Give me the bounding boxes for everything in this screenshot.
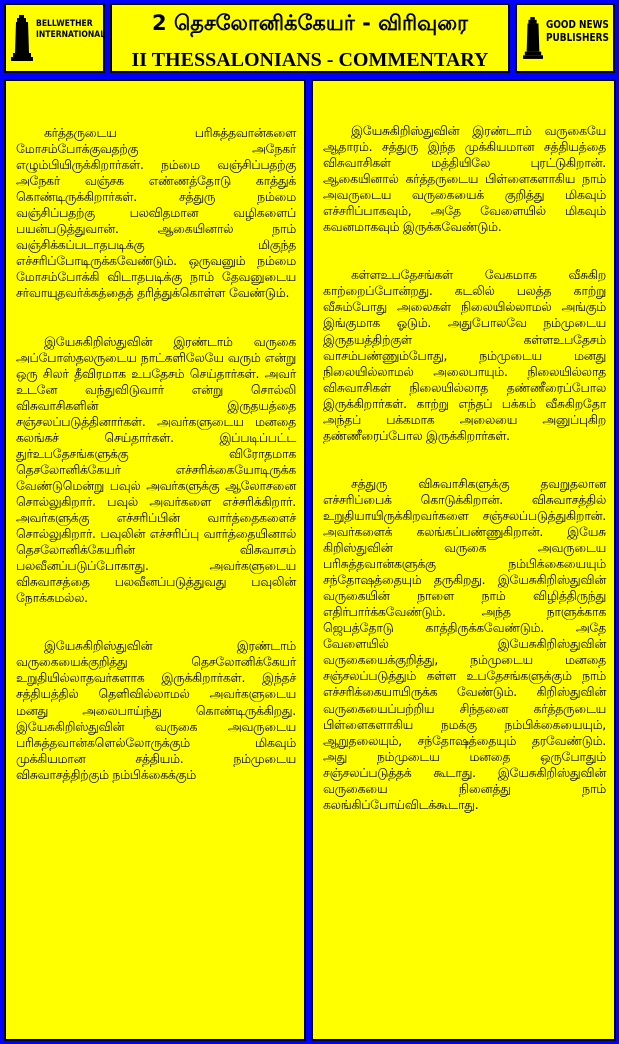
bellwether-logo [4, 3, 105, 73]
page-title-tamil: 2 தெசலோனிக்கேயர் - விரிவுரை [152, 11, 468, 35]
ram-icon [11, 15, 33, 61]
paragraph: கள்ளஉபதேசங்கள் வேகமாக வீசுகிற காற்றைப்போன்றது. கடலில் பலத்த காற்று வீசும்போது அலைகள் நிலையில்லாமல் அங்கும் இங்குமாக ஓடும். அதுபோலவே நம்முடைய இருதயத்திற்குள் கள்ளஉபதேசம் வாசம்பண்ணும்போது, நம்முடைய மனது நிலையில்லாமல் அலைபாயும். நிலையில்லாத விசுவாசிகள் நிலையில்லாத தண்ணீரைப்போல இருக்கிறார்கள். காற்று எந்தப் பக்கம் வீசுகிறதோ அந்தப் பக்கமாக அலையை அனுப்புகிற தண்ணீரைப்போல இருக்கிறார்கள். [323, 267, 606, 443]
good-news-logo-text: GOOD NEWS PUBLISHERS [546, 19, 609, 44]
title-box [110, 3, 510, 73]
ram-icon [523, 16, 543, 60]
paragraph: சத்துரு விசுவாசிகளுக்கு தவறுதலான எச்சரிப்பைக் கொடுக்கிறான். விசுவாசத்தில் உறுதியாயிருக்கிறவர்களை சஞ்சலப்படுத்துகிறான். அவர்களைக் கலங்கப்பண்ணுகிறான். இயேசு கிறிஸ்துவின் வருகை அவருடைய பரிசுத்தவான்களுக்கு நம்பிக்கையையும் சந்தோஷத்தையும் தருகிறது. இயேசுகிறிஸ்துவின் வருகையின் நாளை நாம் விழித்திருந்து எதிர்பார்க்கவேண்டும். அந்த நாளுக்காக ஜெபத்தோடு காத்திருக்கவேண்டும். அதே வேளையில் இயேசுகிறிஸ்துவின் வருகையைக்குறித்து, நம்முடைய மனதை சஞ்சலப்படுத்தும் கள்ள உபதேசங்களுக்கும் நாம் எச்சரிக்கையாயிருக்க வேண்டும். கிறிஸ்துவின் வருகையைப்பற்றிய சிந்தனை கர்த்தருடைய பிள்ளைகளாகிய நமக்கு நம்பிக்கையையும், ஆறுதலையும், சந்தோஷத்தையும் தரவேண்டும். அது நம்முடைய மனதை ஒருபோதும் சஞ்சலப்படுத்தக் கூடாது. இயேசுகிறிஸ்துவின் வருகையை நினைத்து நாம் கலங்கிப்போய்விடக்கூடாது. [323, 475, 606, 812]
page-title-english: II THESSALONIANS - COMMENTARY [131, 49, 489, 71]
paragraph: இயேசுகிறிஸ்துவின் இரண்டாம் வருகையைக்குறித்து தெசலோனிக்கேயர் உறுதியில்லாதவர்களாக இருக்கிறார்கள். இந்தச் சத்தியத்தில் தெளிவில்லாமல் அவர்களுடைய மனது அலைபாய்ந்து கொண்டிருக்கிறது. இயேசுகிறிஸ்துவின் வருகை அவருடைய பரிசுத்தவான்களெல்லோருக்கும் மிகவும் முக்கியமான சத்தியம். நம்முடைய விசுவாசத்திற்கும் நம்பிக்கைக்கும் [16, 638, 296, 782]
left-column [4, 79, 306, 1041]
right-column [311, 79, 616, 1041]
paragraph: இயேசுகிறிஸ்துவின் இரண்டாம் வருகை அப்போஸ்தலருடைய நாட்களிலேயே வரும் என்று ஒரு சிலர் தீவிரமாக உபதேசம் செய்தார்கள். அவர் உடனே வந்துவிடுவார் என்று சொல்லி விசுவாசிகளின் இருதயத்தை சஞ்சலப்படுத்தினார்கள். அவர்களுடைய மனதை கலங்கச் செய்தார்கள். இப்படிப்பட்ட துர்உபதேசங்களுக்கு விரோதமாக தெசலோனிக்கேயர் எச்சரிக்கையோடிருக்க வேண்டுமென்று பவுல் அவர்களுக்கு ஆலோசனை சொல்லுகிறார். பவுல் அவர்களை எச்சரிக்கிறார். அவர்களுக்கு எச்சரிப்பின் வார்த்தைகளைச் சொல்லுகிறார். பவுலின் எச்சரிப்பு வார்த்தையினால் தெசலோனிக்கேயரின் விசுவாசம் பலவீனப்படுப்போகாது. அவர்களுடைய விசுவாசத்தை பலவீனப்படுத்துவது பவுலின் நோக்கமல்ல. [16, 333, 296, 606]
good-news-logo [515, 3, 615, 73]
paragraph: இயேசுகிறிஸ்துவின் இரண்டாம் வருகையே ஆதாரம். சத்துரு இந்த முக்கியமான சத்தியத்தை விசுவாசிகள் மத்தியிலே புரட்டுகிறான். ஆகையினால் கர்த்தருடைய பிள்ளைகளாகிய நாம் அவருடைய வருகையைக் குறித்து மிகவும் எச்சரிப்பாகவும், அதே வேளையில் மிகவும் கவனமாகவும் இருக்கவேண்டும். [323, 123, 606, 235]
bellwether-logo-text: BELLWETHER INTERNATIONAL [36, 19, 106, 40]
paragraph: கர்த்தருடைய பரிசுத்தவான்களை மோசம்போக்குவதற்கு அநேகர் எழும்பியிருக்கிறார்கள். நம்மை வஞ்சிப்பதற்கு அநேகர் வஞ்சக எண்ணத்தோடு காத்துக் கொண்டிருக்கிறார்கள். சத்துரு நம்மை வஞ்சிப்பதற்கு பலவிதமான வழிகளைப் பயன்படுத்துவான். ஆகையினால் நாம் வஞ்சிக்கப்படாதபடிக்கு மிகுந்த எச்சரிப்போடிருக்கவேண்டும். ஒருவனும் நம்மை மோசம்போக்கி விடாதபடிக்கு நாம் தேவனுடைய சர்வாயுதவர்க்கத்தைத் தரித்துக்கொள்ள வேண்டும். [16, 125, 296, 301]
